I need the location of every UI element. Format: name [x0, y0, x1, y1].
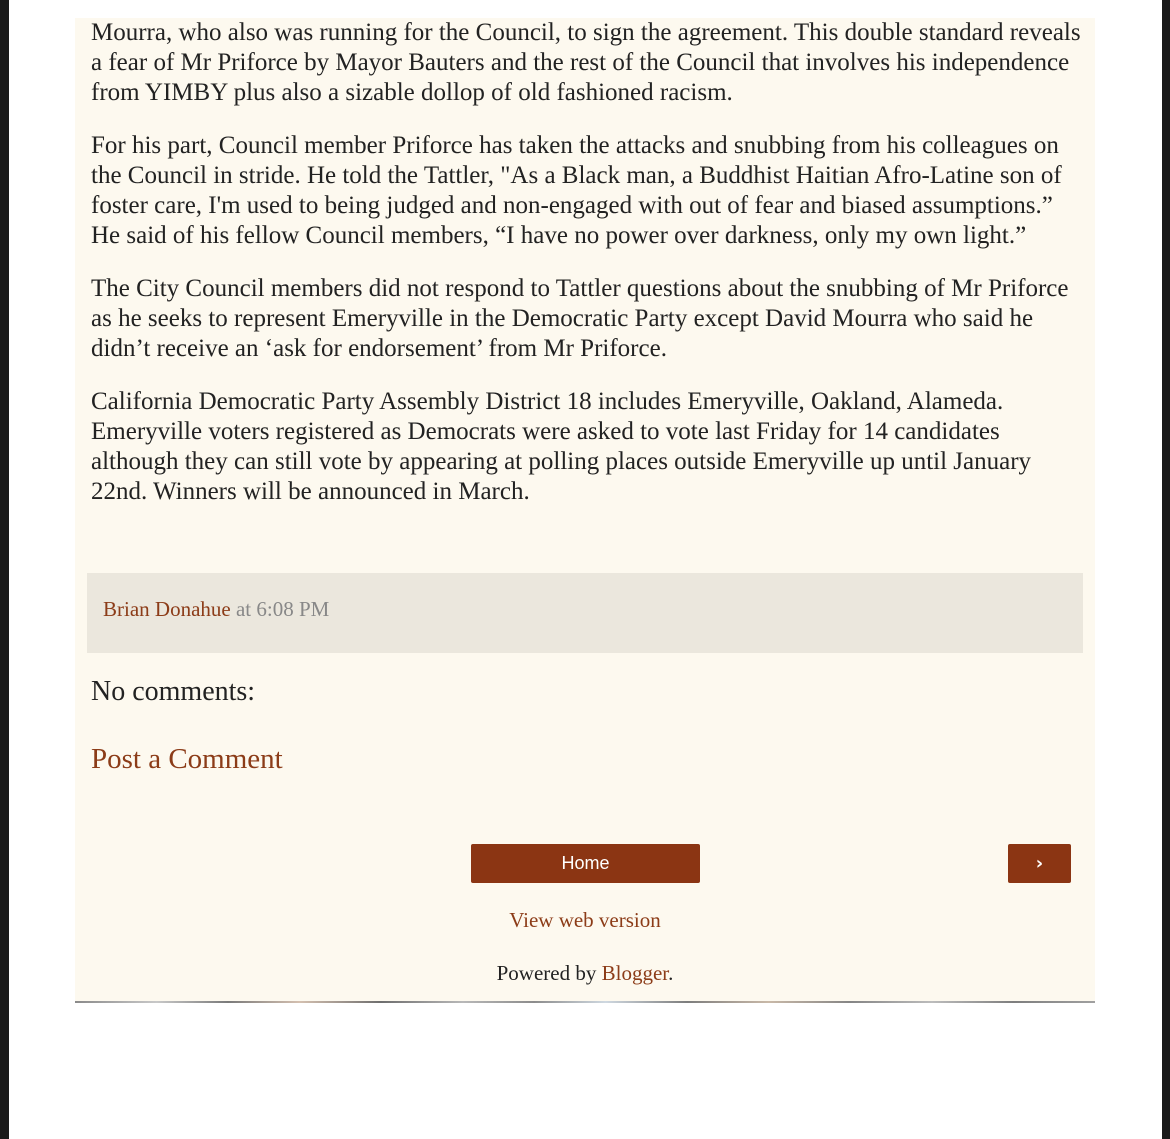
post-timestamp-link[interactable]: 6:08 PM	[256, 597, 330, 621]
footer-divider	[75, 1001, 1095, 1003]
blogger-link[interactable]: Blogger	[601, 961, 669, 985]
powered-by	[75, 959, 1095, 987]
post-paragraph: For his part, Council member Priforce has taken the attacks and snubbing from his colleagues on the Council in stride. He told the Tattler, "As a Black man, a Buddhist Haitian Afro-Latine son of foster care, I'm used to being judged and non-engaged with out of fear and biased assumptions.” He said of his fellow Council members, “I have no power over darkness, only my own light.”	[91, 132, 1062, 249]
powered-by-suffix: .	[668, 961, 674, 985]
view-web-version-link	[75, 906, 1095, 934]
screen-edge-left	[0, 0, 9, 1139]
comments-heading: No comments:	[91, 676, 256, 707]
post-paragraph: Mourra, who also was running for the Council, to sign the agreement. This double standard reveals a fear of Mr Priforce by Mayor Bauters and the rest of the Council that involves his independence from YIMBY plus also a sizable dollop of old fashioned racism.	[91, 19, 1081, 106]
screen-edge-right	[1162, 0, 1170, 1139]
content-column	[75, 18, 1095, 1002]
view-web-version-label[interactable]: View web version	[509, 908, 661, 932]
powered-by-prefix: Powered by	[496, 961, 602, 985]
author-link[interactable]: Brian Donahue	[103, 597, 231, 621]
chevron-right-icon: ›	[1035, 853, 1044, 874]
post-comment-link[interactable]: Post a Comment	[91, 743, 283, 775]
post-footer	[87, 573, 1083, 653]
post-byline	[103, 595, 329, 623]
post-paragraph: The City Council members did not respond to Tattler questions about the snubbing of Mr Priforce as he seeks to represent Emeryville in the Democratic Party except David Mourra who said he didn’t receive an ‘ask for endorsement’ from Mr Priforce.	[91, 275, 1069, 362]
home-button[interactable]: Home	[471, 844, 700, 883]
post-body	[91, 18, 1081, 530]
post-paragraph: California Democratic Party Assembly District 18 includes Emeryville, Oakland, Alameda. Emeryville voters registered as Democrats were asked to vote last Friday for 14 candidates although they can still vote by appearing at polling places outside Emeryville up until January 22nd. Winners will be announced in March.	[91, 388, 1032, 505]
byline-at-text: at	[230, 597, 257, 621]
older-posts-button[interactable]	[1008, 844, 1071, 883]
